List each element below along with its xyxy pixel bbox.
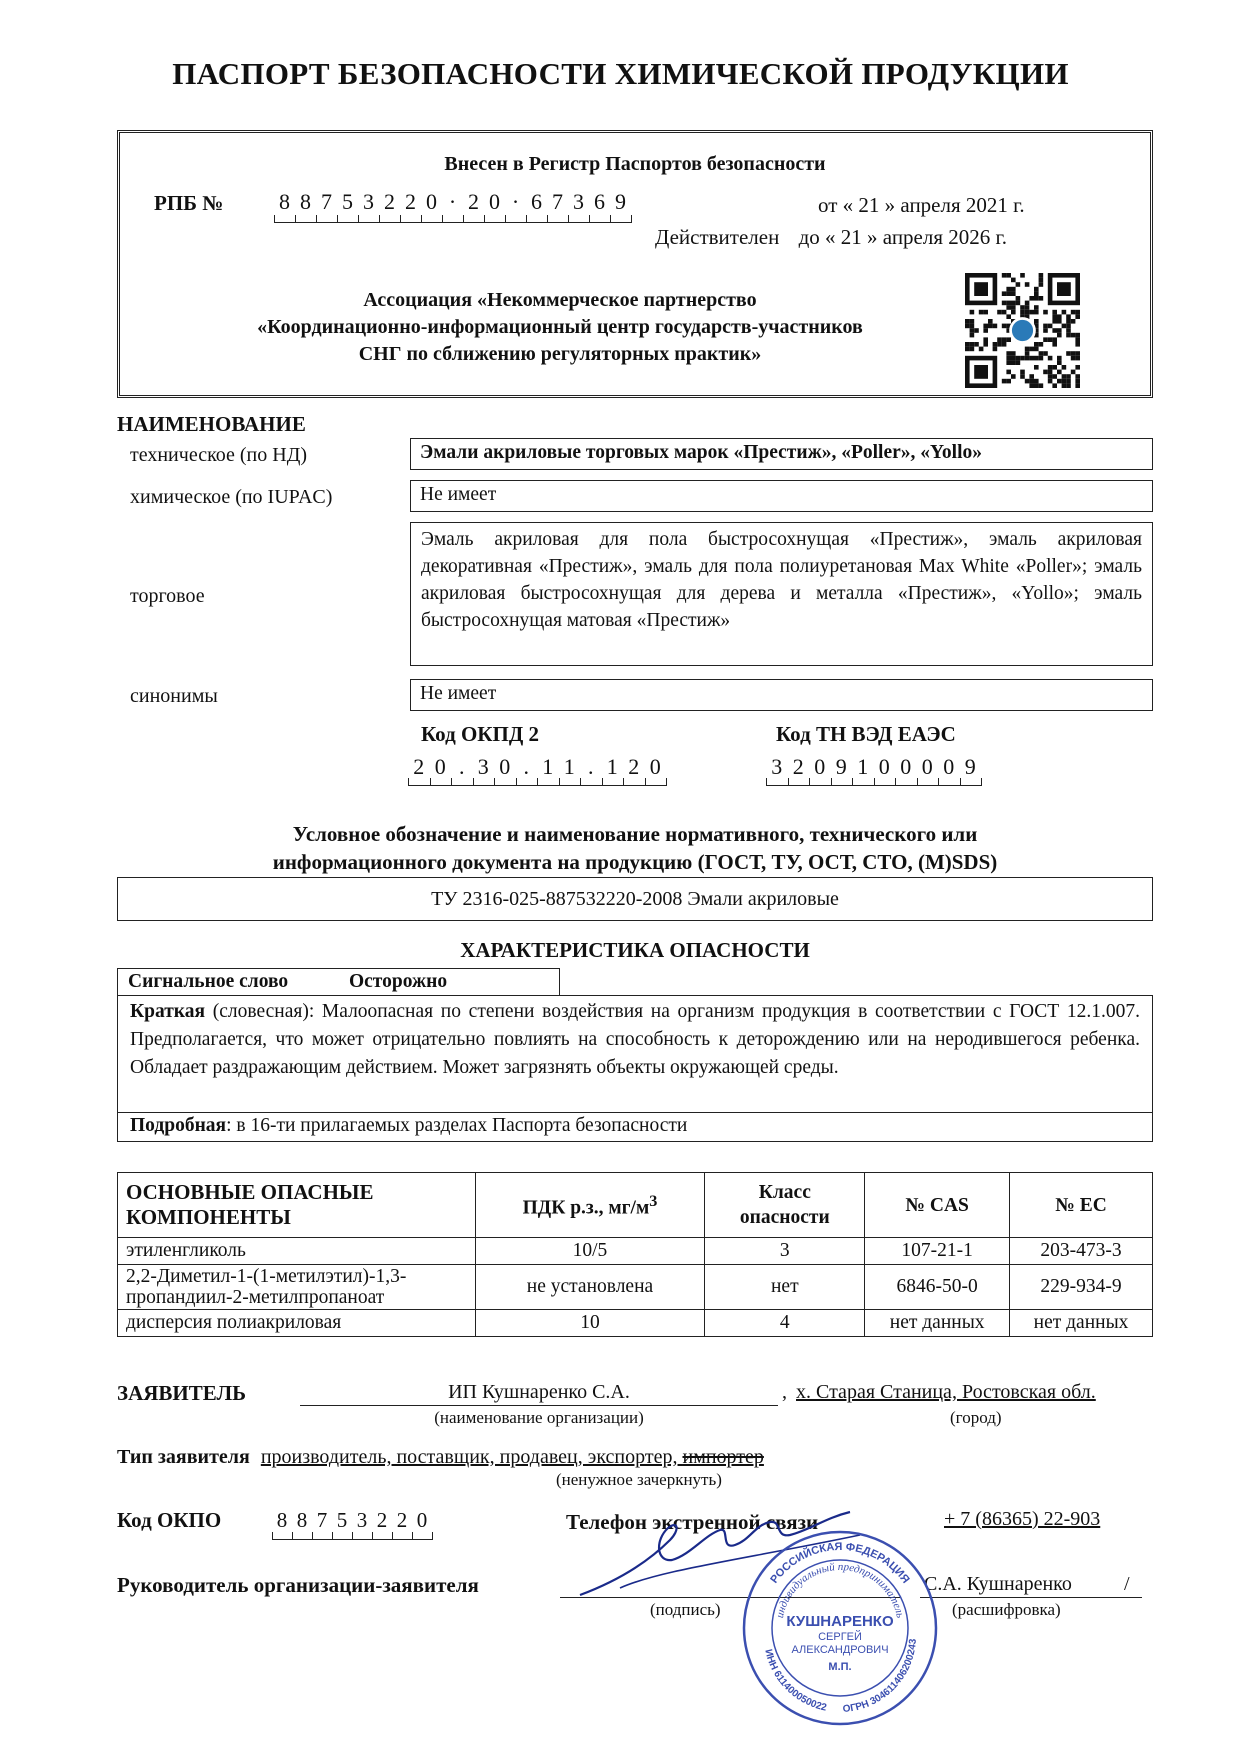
detail-hazard-box [117, 1112, 1153, 1142]
code-digit: 9 [964, 754, 976, 779]
comb-tick [938, 778, 939, 786]
code-digit: 0 [900, 754, 912, 779]
comb-tick [852, 778, 853, 786]
table-row [118, 1238, 1153, 1265]
stamp-line-4: М.П. [828, 1661, 852, 1673]
comb-tick [408, 778, 409, 786]
comb-tick [623, 778, 624, 786]
code-digit: 2 [413, 754, 425, 779]
comb-tick [379, 215, 380, 223]
document-title: ПАСПОРТ БЕЗОПАСНОСТИ ХИМИЧЕСКОЙ ПРОДУКЦИИ [172, 56, 1069, 91]
code-digit: . [459, 754, 465, 779]
component-name: этиленгликоль [118, 1238, 476, 1265]
trade-label: торговое [130, 585, 205, 607]
comb-tick [602, 778, 603, 786]
code-digit: · [448, 189, 457, 214]
tnved-code [766, 754, 1026, 782]
component-pdk: не установлена [475, 1265, 705, 1310]
comb-tick [292, 1532, 293, 1540]
applicant-type-struck: импортер [682, 1446, 764, 1468]
code-digit: 8 [300, 189, 311, 214]
component-name: 2,2-Диметил-1-(1-метилэтил)-1,3-пропандиил-2-метилпропаноат [118, 1265, 476, 1310]
document-title-line-2: информационного документа на продукцию (ГОСТ, ТУ, ОСТ, СТО, (M)SDS) [272, 850, 998, 874]
association-name [120, 287, 1000, 368]
valid-label: Действителен [655, 225, 780, 249]
header-components: ОСНОВНЫЕ ОПАСНЫЕ КОМПОНЕНТЫ [118, 1173, 476, 1238]
comb-tick [831, 778, 832, 786]
detail-text: : в 16-ти прилагаемых разделах Паспорта безопасности [226, 1115, 688, 1136]
okpo-label: Код ОКПО [117, 1508, 222, 1532]
code-digit: 0 [426, 189, 437, 214]
comb-tick [645, 778, 646, 786]
brief-text: (словесная): Малоопасная по степени воздействия на организм продукция в соответствии с ГОСТ 12.1.007. Предполагается, что может отрицательно повлиять на способность к деторождению или на неродившегося ребенка. Обладает раздражающим действием. Может загрязнять объекты окружающей среды. [130, 1001, 1140, 1078]
code-digit: 3 [477, 754, 489, 779]
comb-tick [666, 778, 667, 786]
code-digit: . [523, 754, 529, 779]
comb-tick [788, 778, 789, 786]
code-digit: 3 [771, 754, 783, 779]
association-line-3: СНГ по сближению регуляторных практик» [358, 343, 762, 365]
comb-tick [412, 1532, 413, 1540]
comb-tick [960, 778, 961, 786]
signal-word-value: Осторожно [348, 971, 448, 992]
comb-tick [312, 1532, 313, 1540]
okpd-code [408, 754, 708, 782]
code-digit: 3 [363, 189, 374, 214]
code-digit: 7 [552, 189, 563, 214]
code-digit: 3 [573, 189, 584, 214]
code-digit: 2 [376, 1508, 388, 1532]
stamp-ogrn: ОГРН 304611406200243 [842, 1638, 919, 1716]
code-digit: 1 [542, 754, 554, 779]
valid-line [655, 225, 1007, 250]
comb-tick [332, 1532, 333, 1540]
registry-box [117, 130, 1153, 398]
component-ec: 229-934-9 [1010, 1265, 1153, 1310]
component-ec: 203-473-3 [1010, 1238, 1153, 1265]
comb-tick [505, 215, 506, 223]
head-name: С.А. Кушнаренко [924, 1573, 1072, 1595]
svg-text:ИНН 611400050022 [762, 1648, 828, 1713]
stamp-line-1: КУШНАРЕНКО [786, 1613, 894, 1630]
applicant-city: х. Старая Станица, Ростовская обл. [796, 1381, 1096, 1403]
tnved-label: Код ТН ВЭД ЕАЭС [776, 722, 956, 746]
code-digit: 0 [878, 754, 890, 779]
synonyms-label: синонимы [130, 685, 218, 707]
technical-name-field: Эмали акриловые торговых марок «Престиж», «Poller», «Yollo» [410, 438, 1153, 470]
hazard-title: ХАРАКТЕРИСТИКА ОПАСНОСТИ [460, 938, 810, 962]
comb-tick [516, 778, 517, 786]
comb-tick [421, 215, 422, 223]
company-stamp [740, 1528, 940, 1728]
component-cas: 6846-50-0 [865, 1265, 1010, 1310]
component-class: нет [705, 1265, 865, 1310]
component-ec: нет данных [1010, 1310, 1153, 1337]
code-digit: 5 [336, 1508, 348, 1532]
stamp-arc: индивидуальный предприниматель [773, 1560, 907, 1620]
code-digit: 2 [384, 189, 395, 214]
applicant-type-label: Тип заявителя [117, 1446, 250, 1468]
naming-section-label: НАИМЕНОВАНИЕ [117, 412, 306, 436]
trade-name-field: Эмаль акриловая для пола быстросохнущая «Престиж», эмаль акриловая декоративная «Престиж», эмаль для пола полиуретановая Max White «Poller»; эмаль акриловая быстросохнущая для дерева и металла «Престиж», «Yollo»; эмаль быстросохнущая матовая «Престиж» [410, 522, 1153, 666]
comb-tick [631, 215, 632, 223]
code-digit: 1 [563, 754, 575, 779]
synonyms-field: Не имеет [410, 679, 1153, 711]
comb-tick [484, 215, 485, 223]
comb-tick [526, 215, 527, 223]
association-line-1: Ассоциация «Некоммерческое партнерство [363, 289, 757, 311]
applicant-city-hint: (город) [950, 1408, 1002, 1427]
code-digit: 1 [606, 754, 618, 779]
stamp-ring-top: РОССИЙСКАЯ ФЕДЕРАЦИЯ [768, 1540, 912, 1586]
signal-word-box [117, 968, 560, 996]
component-class: 3 [705, 1238, 865, 1265]
comb-tick [589, 215, 590, 223]
comb-tick [392, 1532, 393, 1540]
code-digit: 0 [921, 754, 933, 779]
code-digit: 2 [468, 189, 479, 214]
date-to: до « 21 » апреля 2026 г. [798, 225, 1008, 249]
table-row [118, 1310, 1153, 1337]
code-digit: 0 [499, 754, 511, 779]
stamp-line-3: АЛЕКСАНДРОВИЧ [791, 1644, 889, 1656]
comb-tick [430, 778, 431, 786]
okpd-label: Код ОКПД 2 [421, 722, 540, 746]
comb-tick [874, 778, 875, 786]
applicant-type-line [117, 1446, 764, 1469]
comb-tick [295, 215, 296, 223]
comb-tick [400, 215, 401, 223]
code-digit: · [511, 189, 520, 214]
registry-heading: Внесен в Регистр Паспортов безопасности [444, 153, 826, 175]
document-title-line-1: Условное обозначение и наименование нормативного, технического или [292, 822, 978, 846]
code-digit: 0 [434, 754, 446, 779]
okpo-code [272, 1508, 472, 1536]
code-digit: 5 [342, 189, 353, 214]
phone-value: + 7 (86365) 22-903 [944, 1508, 1101, 1530]
brief-label: Краткая [130, 1001, 206, 1022]
comb-tick [809, 778, 810, 786]
comb-tick [274, 215, 275, 223]
head-label: Руководитель организации-заявителя [117, 1573, 479, 1597]
document-section-title [117, 820, 1153, 876]
comb-tick [272, 1532, 273, 1540]
code-digit: 7 [321, 189, 332, 214]
code-digit: 0 [489, 189, 500, 214]
comb-tick [580, 778, 581, 786]
applicant-type-value: производитель, поставщик, продавец, экспортер, [260, 1446, 683, 1468]
signal-word-label: Сигнальное слово [128, 971, 289, 992]
comb-tick [537, 778, 538, 786]
code-digit: 9 [835, 754, 847, 779]
chemical-name-field: Не имеет [410, 480, 1153, 512]
comb-tick [337, 215, 338, 223]
code-digit: 0 [649, 754, 661, 779]
components-table [117, 1172, 1153, 1337]
code-digit: 2 [396, 1508, 408, 1532]
table-row [118, 1265, 1153, 1310]
brief-hazard-box [117, 995, 1153, 1113]
component-cas: 107-21-1 [865, 1238, 1010, 1265]
comb-tick [568, 215, 569, 223]
date-from: от « 21 » апреля 2021 г. [818, 193, 1025, 217]
applicant-name-hint: (наименование организации) [434, 1408, 644, 1427]
phone-label: Телефон экстренной связи [566, 1510, 819, 1534]
comb-tick [766, 778, 767, 786]
applicant-type-hint: (ненужное зачеркнуть) [556, 1470, 722, 1489]
stamp-inn: ИНН 611400050022 [762, 1648, 828, 1714]
component-class: 4 [705, 1310, 865, 1337]
code-digit: 8 [296, 1508, 308, 1532]
comb-baseline [274, 222, 631, 223]
comb-tick [442, 215, 443, 223]
comb-tick [432, 1532, 433, 1540]
header-cas: № CAS [865, 1173, 1010, 1238]
head-hint: (расшифровка) [952, 1600, 1061, 1619]
applicant-comma: , [782, 1381, 787, 1403]
comb-tick [917, 778, 918, 786]
applicant-name: ИП Кушнаренко С.А. [448, 1381, 630, 1403]
rpb-label: РПБ № [154, 191, 224, 215]
header-ec: № ЕС [1010, 1173, 1153, 1238]
comb-tick [352, 1532, 353, 1540]
stamp-line-2: СЕРГЕЙ [818, 1631, 862, 1643]
comb-tick [473, 778, 474, 786]
code-digit: . [588, 754, 594, 779]
table-header-row [118, 1173, 1153, 1238]
head-slash: / [1124, 1573, 1130, 1595]
comb-tick [372, 1532, 373, 1540]
comb-tick [494, 778, 495, 786]
code-digit: 2 [792, 754, 804, 779]
rpb-number [274, 189, 694, 219]
code-digit: 2 [628, 754, 640, 779]
code-digit: 2 [405, 189, 416, 214]
code-digit: 8 [279, 189, 290, 214]
code-digit: 6 [594, 189, 605, 214]
component-cas: нет данных [865, 1310, 1010, 1337]
signature-hint: (подпись) [650, 1600, 721, 1619]
comb-tick [559, 778, 560, 786]
applicant-label: ЗАЯВИТЕЛЬ [117, 1381, 247, 1405]
code-digit: 0 [814, 754, 826, 779]
code-digit: 0 [943, 754, 955, 779]
comb-tick [463, 215, 464, 223]
code-digit: 0 [416, 1508, 428, 1532]
code-digit: 1 [857, 754, 869, 779]
component-name: дисперсия полиакриловая [118, 1310, 476, 1337]
qr-code-icon[interactable] [965, 273, 1080, 388]
component-pdk: 10 [475, 1310, 705, 1337]
comb-tick [547, 215, 548, 223]
comb-tick [895, 778, 896, 786]
document-value: ТУ 2316-025-887532220-2008 Эмали акриловые [117, 877, 1153, 921]
comb-tick [610, 215, 611, 223]
code-digit: 3 [356, 1508, 368, 1532]
comb-tick [358, 215, 359, 223]
code-digit: 7 [316, 1508, 328, 1532]
header-pdk-text: ПДК р.з., мг/м [522, 1197, 650, 1219]
chemical-label: химическое (по IUPAC) [130, 486, 333, 508]
header-pdk-sup: 3 [649, 1192, 658, 1211]
comb-tick [316, 215, 317, 223]
code-digit: 8 [276, 1508, 288, 1532]
technical-label: техническое (по НД) [130, 444, 308, 466]
comb-tick [981, 778, 982, 786]
component-pdk: 10/5 [475, 1238, 705, 1265]
header-class: Класс опасности [705, 1173, 865, 1238]
code-digit: 9 [615, 189, 626, 214]
header-pdk [475, 1173, 705, 1238]
association-line-2: «Координационно-информационный центр государств-участников [257, 316, 863, 338]
comb-tick [451, 778, 452, 786]
detail-label: Подробная [130, 1115, 227, 1136]
svg-text:индивидуальный предприниматель [774, 1561, 906, 1619]
code-digit: 6 [531, 189, 542, 214]
